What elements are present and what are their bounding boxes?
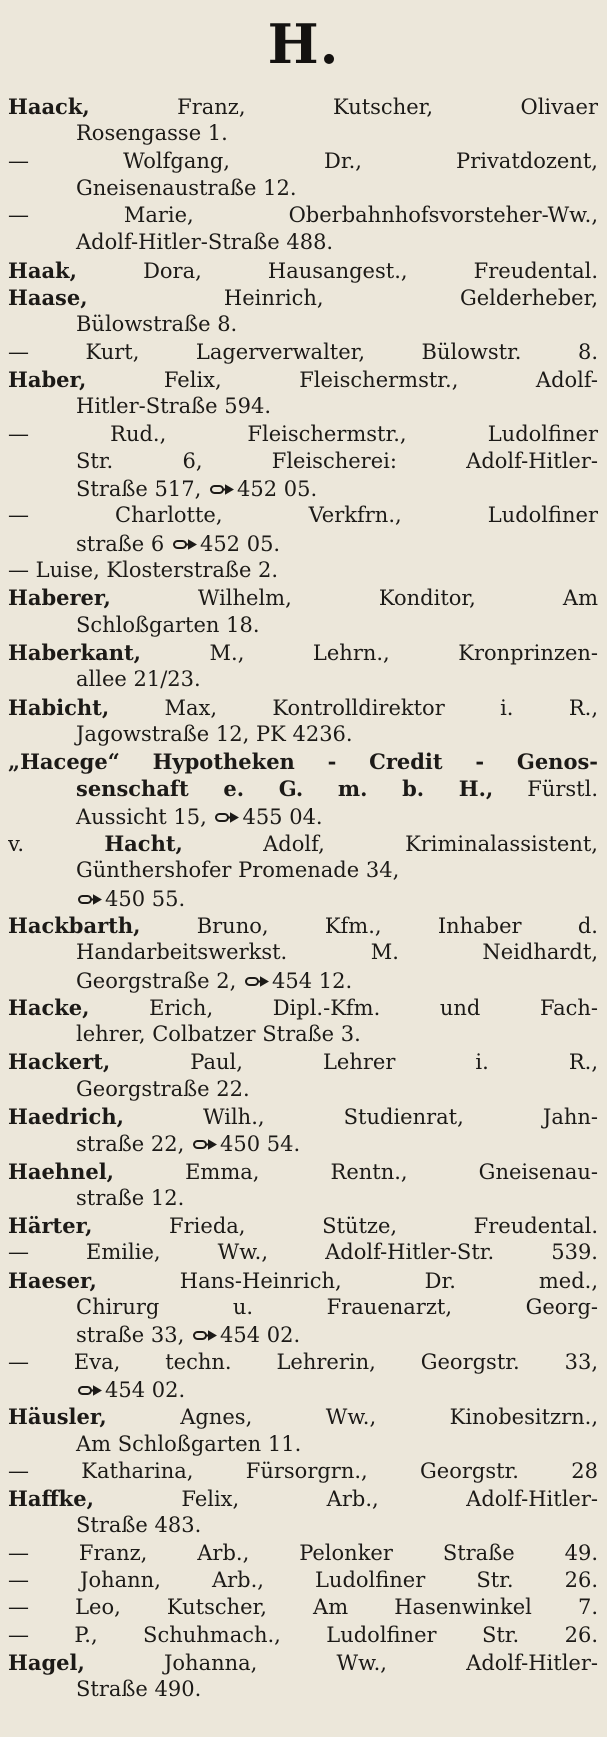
phone-number: 452 05. (199, 531, 281, 556)
entry-text: Wilh., Studienrat, Jahn- (123, 1104, 598, 1129)
entry-line (8, 694, 598, 721)
entry-continuation-line (8, 1512, 598, 1539)
entry-text: Chirurg u. Frauenarzt, Georg- (76, 1295, 598, 1320)
surname: Haedrich, (8, 1103, 124, 1129)
entry-text: Heinrich, Gelderheber, (87, 286, 598, 311)
entry-text: — Luise, Klosterstraße 2. (8, 558, 279, 583)
entry-line (8, 502, 598, 529)
entry-continuation-line (8, 1431, 598, 1458)
directory-entry (8, 366, 598, 421)
entry-continuation-line (8, 1076, 598, 1103)
entry-continuation-line (8, 1321, 598, 1348)
entry-line (8, 1622, 598, 1649)
directory-entry (8, 202, 598, 257)
directory-entry (8, 912, 598, 994)
entry-line (8, 639, 598, 666)
telephone-icon (193, 1130, 217, 1141)
entry-line (8, 1239, 598, 1266)
entry-text: Felix, Arb., Adolf-Hitler- (93, 1487, 598, 1512)
entry-line (8, 339, 598, 366)
entry-line (8, 1267, 598, 1294)
directory-entry (8, 557, 598, 584)
entry-text: Str. 6, Fleischerei: Adolf-Hitler- (76, 448, 598, 473)
surname: Haack, (8, 94, 90, 119)
entry-text: Franz, Kutscher, Olivaer (89, 95, 598, 119)
phone-number: 450 54. (220, 1132, 301, 1157)
entry-continuation-line (8, 475, 598, 502)
entry-text: — P., Schuhmach., Ludolfiner Str. 26. (8, 1622, 598, 1647)
entry-text: Emma, Rentn., Gneisenau- (114, 1159, 598, 1184)
directory-entry (8, 994, 598, 1049)
entry-line (8, 1649, 598, 1676)
name-prefix: v. (8, 832, 105, 857)
entry-text: Johanna, Ww., Adolf-Hitler- (84, 1650, 598, 1675)
directory-entry (8, 1158, 598, 1213)
entry-text: straße 33, (76, 1323, 185, 1348)
entry-continuation-line (8, 229, 598, 256)
entry-line (8, 748, 598, 775)
directory-entry (8, 1485, 598, 1540)
directory-entries (8, 93, 598, 1704)
entry-line (8, 557, 598, 584)
entry-continuation-line (8, 175, 598, 202)
section-letter-heading: H. (267, 12, 340, 76)
entry-text: Wilhelm, Konditor, Am (110, 586, 598, 611)
entry-continuation-line (8, 1185, 598, 1212)
entry-line (8, 1567, 598, 1594)
entry-text: Adolf-Hitler-Straße 488. (76, 230, 334, 255)
entry-line (8, 1403, 598, 1430)
entry-line (8, 1540, 598, 1567)
surname: Haeser, (8, 1267, 97, 1293)
directory-entry (8, 1594, 598, 1621)
entry-text: — Eva, techn. Lehrerin, Georgstr. 33, (8, 1349, 598, 1374)
entry-line (8, 284, 598, 311)
entry-continuation-line (8, 967, 598, 994)
entry-text: Am Schloßgarten 11. (76, 1431, 302, 1456)
surname: Hackbarth, (8, 912, 141, 938)
phone-number: 455 04. (242, 804, 323, 829)
directory-entry (8, 1649, 598, 1704)
entry-text: — Johann, Arb., Ludolfiner Str. 26. (8, 1568, 598, 1593)
directory-entry (8, 639, 598, 694)
directory-entry (8, 1622, 598, 1649)
surname: Haber, (8, 366, 87, 392)
entry-text: Frieda, Stütze, Freudental. (92, 1214, 598, 1239)
entry-text: — Katharina, Fürsorgrn., Georgstr. 28 (8, 1458, 598, 1483)
phone-number: 452 05. (236, 477, 318, 502)
entry-line (8, 1103, 598, 1130)
entry-continuation-line (8, 857, 598, 884)
phone-number: 454 02. (105, 1377, 186, 1402)
telephone-icon (78, 1376, 102, 1387)
directory-entry (8, 257, 598, 284)
directory-entry (8, 1540, 598, 1567)
entry-text: — Franz, Arb., Pelonker Straße 49. (8, 1540, 598, 1565)
entry-text: Handarbeitswerkst. M. Neidhardt, (76, 940, 598, 965)
entry-continuation-line (8, 803, 598, 830)
directory-entry (8, 339, 598, 366)
directory-entry (8, 1567, 598, 1594)
entry-text: allee 21/23. (76, 667, 201, 692)
entry-line (8, 148, 598, 175)
entry-continuation-line (8, 393, 598, 420)
entry-text: straße 22, (76, 1132, 185, 1157)
entry-continuation-line (8, 1676, 598, 1703)
directory-entry (8, 93, 598, 148)
entry-text: Hitler-Straße 594. (76, 394, 272, 419)
entry-text: — Rud., Fleischermstr., Ludolfiner (8, 421, 598, 446)
entry-continuation-line (8, 721, 598, 748)
entry-text: M., Lehrn., Kronprinzen- (141, 640, 598, 665)
telephone-icon (215, 803, 239, 814)
entry-text: straße 12. (76, 1185, 185, 1210)
directory-entry (8, 584, 598, 639)
entry-text: — Leo, Kutscher, Am Hasenwinkel 7. (8, 1595, 598, 1620)
entry-line (8, 1048, 598, 1075)
entry-text: straße 6 (76, 531, 165, 556)
entry-continuation-line (8, 311, 598, 338)
entry-text: Aussicht 15, (76, 804, 207, 829)
entry-text: Straße 483. (76, 1513, 202, 1538)
surname: Härter, (8, 1213, 93, 1239)
telephone-icon (78, 885, 102, 896)
surname: Hackert, (8, 1049, 111, 1075)
entry-text: — Kurt, Lagerverwalter, Bülowstr. 8. (8, 339, 598, 364)
entry-line (8, 366, 598, 393)
directory-entry (8, 1103, 598, 1158)
entry-continuation-line (8, 885, 598, 912)
entry-text: Adolf, Kriminalassistent, (182, 832, 598, 857)
entry-text: — Marie, Oberbahnhofsvorsteher-Ww., (8, 203, 598, 228)
phone-number: 454 02. (220, 1323, 301, 1348)
directory-entry (8, 502, 598, 557)
entry-text: Straße 490. (76, 1677, 202, 1702)
entry-continuation-line (8, 939, 598, 966)
directory-entry (8, 830, 598, 912)
entry-continuation-line (8, 1021, 598, 1048)
entry-text: Schloßgarten 18. (76, 612, 260, 637)
entry-text: Felix, Fleischermstr., Adolf- (86, 367, 598, 392)
surname: senschaft e. G. m. b. H., (76, 776, 494, 802)
surname: Haberer, (8, 585, 111, 611)
entry-text: Erich, Dipl.-Kfm. und Fach- (89, 995, 598, 1020)
directory-entry (8, 1212, 598, 1239)
entry-continuation-line (8, 775, 598, 802)
telephone-icon (210, 475, 234, 486)
entry-text: — Wolfgang, Dr., Privatdozent, (8, 148, 598, 173)
directory-entry (8, 1349, 598, 1404)
directory-entry (8, 1239, 598, 1266)
entry-text: Straße 517, (76, 477, 202, 502)
surname: Haehnel, (8, 1158, 114, 1184)
surname: „Hacege“ Hypotheken - Credit - Genos- (8, 749, 598, 775)
entry-text: Georgstraße 2, (76, 968, 237, 993)
entry-text: lehrer, Colbatzer Straße 3. (76, 1022, 361, 1047)
directory-entry (8, 1048, 598, 1103)
directory-entry (8, 694, 598, 749)
telephone-icon (245, 967, 269, 978)
directory-entry (8, 148, 598, 203)
entry-continuation-line (8, 612, 598, 639)
surname: Hacht, (104, 831, 183, 857)
entry-text: — Charlotte, Verkfrn., Ludolfiner (8, 503, 598, 528)
entry-text: Hans-Heinrich, Dr. med., (96, 1268, 598, 1293)
telephone-icon (193, 1321, 217, 1332)
entry-continuation-line (8, 448, 598, 475)
entry-continuation-line (8, 1130, 598, 1157)
entry-continuation-line (8, 1376, 598, 1403)
surname: Haase, (8, 285, 88, 311)
entry-line (8, 912, 598, 939)
entry-line (8, 1212, 598, 1239)
entry-text: Paul, Lehrer i. R., (110, 1050, 598, 1075)
entry-line (8, 830, 598, 857)
telephone-icon (173, 530, 197, 541)
entry-line (8, 1485, 598, 1512)
entry-continuation-line (8, 666, 598, 693)
surname: Habicht, (8, 694, 110, 720)
entry-text: Agnes, Ww., Kinobesitzrn., (106, 1405, 598, 1430)
entry-text: Bruno, Kfm., Inhaber d. (140, 913, 598, 938)
surname: Hacke, (8, 994, 90, 1020)
entry-line (8, 584, 598, 611)
surname: Hagel, (8, 1649, 85, 1675)
entry-text: Georgstraße 22. (76, 1076, 250, 1101)
entry-text: Fürstl. (493, 777, 598, 802)
entry-text: Rosengasse 1. (76, 121, 228, 146)
entry-text: — Emilie, Ww., Adolf-Hitler-Str. 539. (8, 1240, 598, 1265)
directory-entry (8, 748, 598, 830)
surname: Haffke, (8, 1486, 94, 1512)
surname: Haberkant, (8, 639, 141, 665)
entry-line (8, 1594, 598, 1621)
entry-line (8, 421, 598, 448)
directory-entry (8, 284, 598, 339)
entry-text: Gneisenaustraße 12. (76, 175, 297, 200)
surname: Haak, (8, 257, 77, 283)
entry-text: Jagowstraße 12, PK 4236. (76, 721, 353, 746)
entry-line (8, 1349, 598, 1376)
directory-entry (8, 421, 598, 503)
entry-continuation-line (8, 1294, 598, 1321)
directory-entry (8, 1458, 598, 1485)
entry-continuation-line (8, 530, 598, 557)
entry-line (8, 257, 598, 284)
surname: Häusler, (8, 1404, 107, 1430)
entry-text: Dora, Hausangest., Freudental. (76, 258, 598, 283)
entry-line (8, 1458, 598, 1485)
phone-number: 450 55. (105, 886, 186, 911)
entry-line (8, 202, 598, 229)
entry-text: Günthershofer Promenade 34, (76, 858, 400, 883)
phone-number: 454 12. (271, 968, 353, 993)
directory-entry (8, 1267, 598, 1349)
entry-line (8, 1158, 598, 1185)
entry-line (8, 994, 598, 1021)
entry-text: Bülowstraße 8. (76, 312, 238, 337)
directory-entry (8, 1403, 598, 1458)
entry-line (8, 93, 598, 120)
entry-text: Max, Kontrolldirektor i. R., (109, 695, 598, 720)
entry-continuation-line (8, 120, 598, 147)
